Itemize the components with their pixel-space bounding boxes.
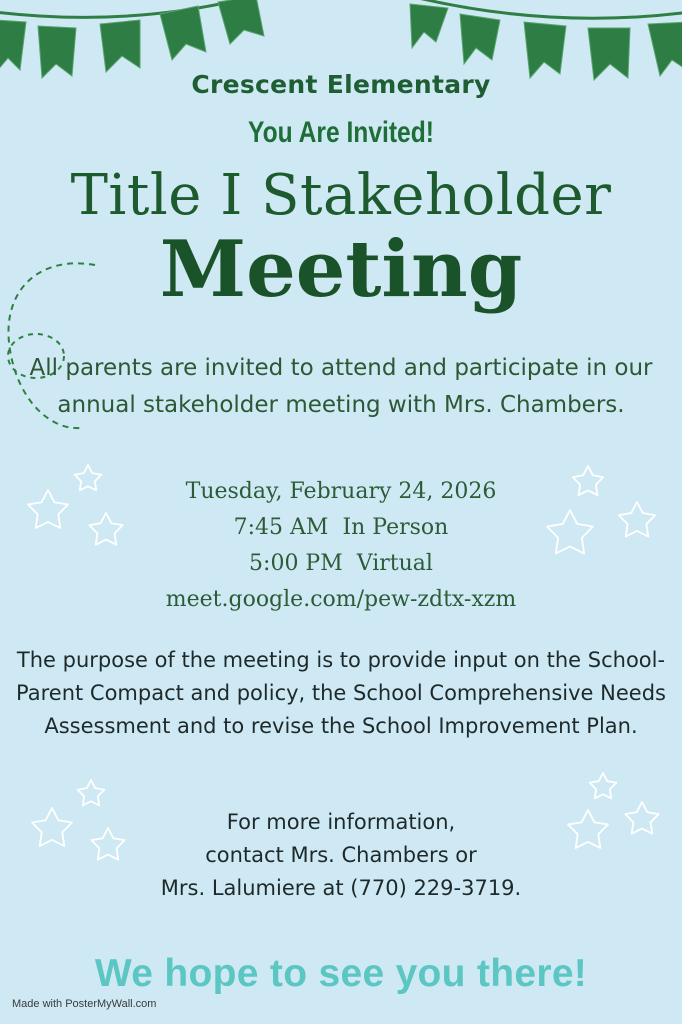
star-icon <box>590 773 617 798</box>
invite-heading: You Are Invited! <box>248 116 434 149</box>
school-name: Crescent Elementary <box>191 70 491 99</box>
session-virtual: 5:00 PM Virtual <box>249 551 433 576</box>
session-in-person: 7:45 AM In Person <box>233 515 449 540</box>
star-icon <box>78 780 105 805</box>
event-title-line-1: Title I Stakeholder <box>70 163 612 228</box>
contact-line-3: Mrs. Lalumiere at (770) 229-3719. <box>160 876 522 900</box>
contact-line-2: contact Mrs. Chambers or <box>205 843 477 867</box>
contact-info <box>0 806 682 905</box>
event-title-line-2: Meeting <box>159 224 523 315</box>
purpose-paragraph: The purpose of the meeting is to provide input on the School-Parent Compact and policy, the School Comprehensive Needs Assessment and to revise the School Improvement Plan. <box>16 648 666 738</box>
meeting-link[interactable]: meet.google.com/pew-zdtx-xzm <box>165 587 517 612</box>
credit-watermark: Made with PosterMyWall.com <box>12 998 157 1010</box>
meeting-details <box>0 474 682 618</box>
intro-paragraph: All parents are invited to attend and participate in our annual stakeholder meeting with Mrs. Chambers. <box>29 355 653 418</box>
meeting-date: Tuesday, February 24, 2026 <box>185 479 497 504</box>
contact-line-1: For more information, <box>226 810 456 834</box>
closing-message: We hope to see you there! <box>94 952 588 995</box>
